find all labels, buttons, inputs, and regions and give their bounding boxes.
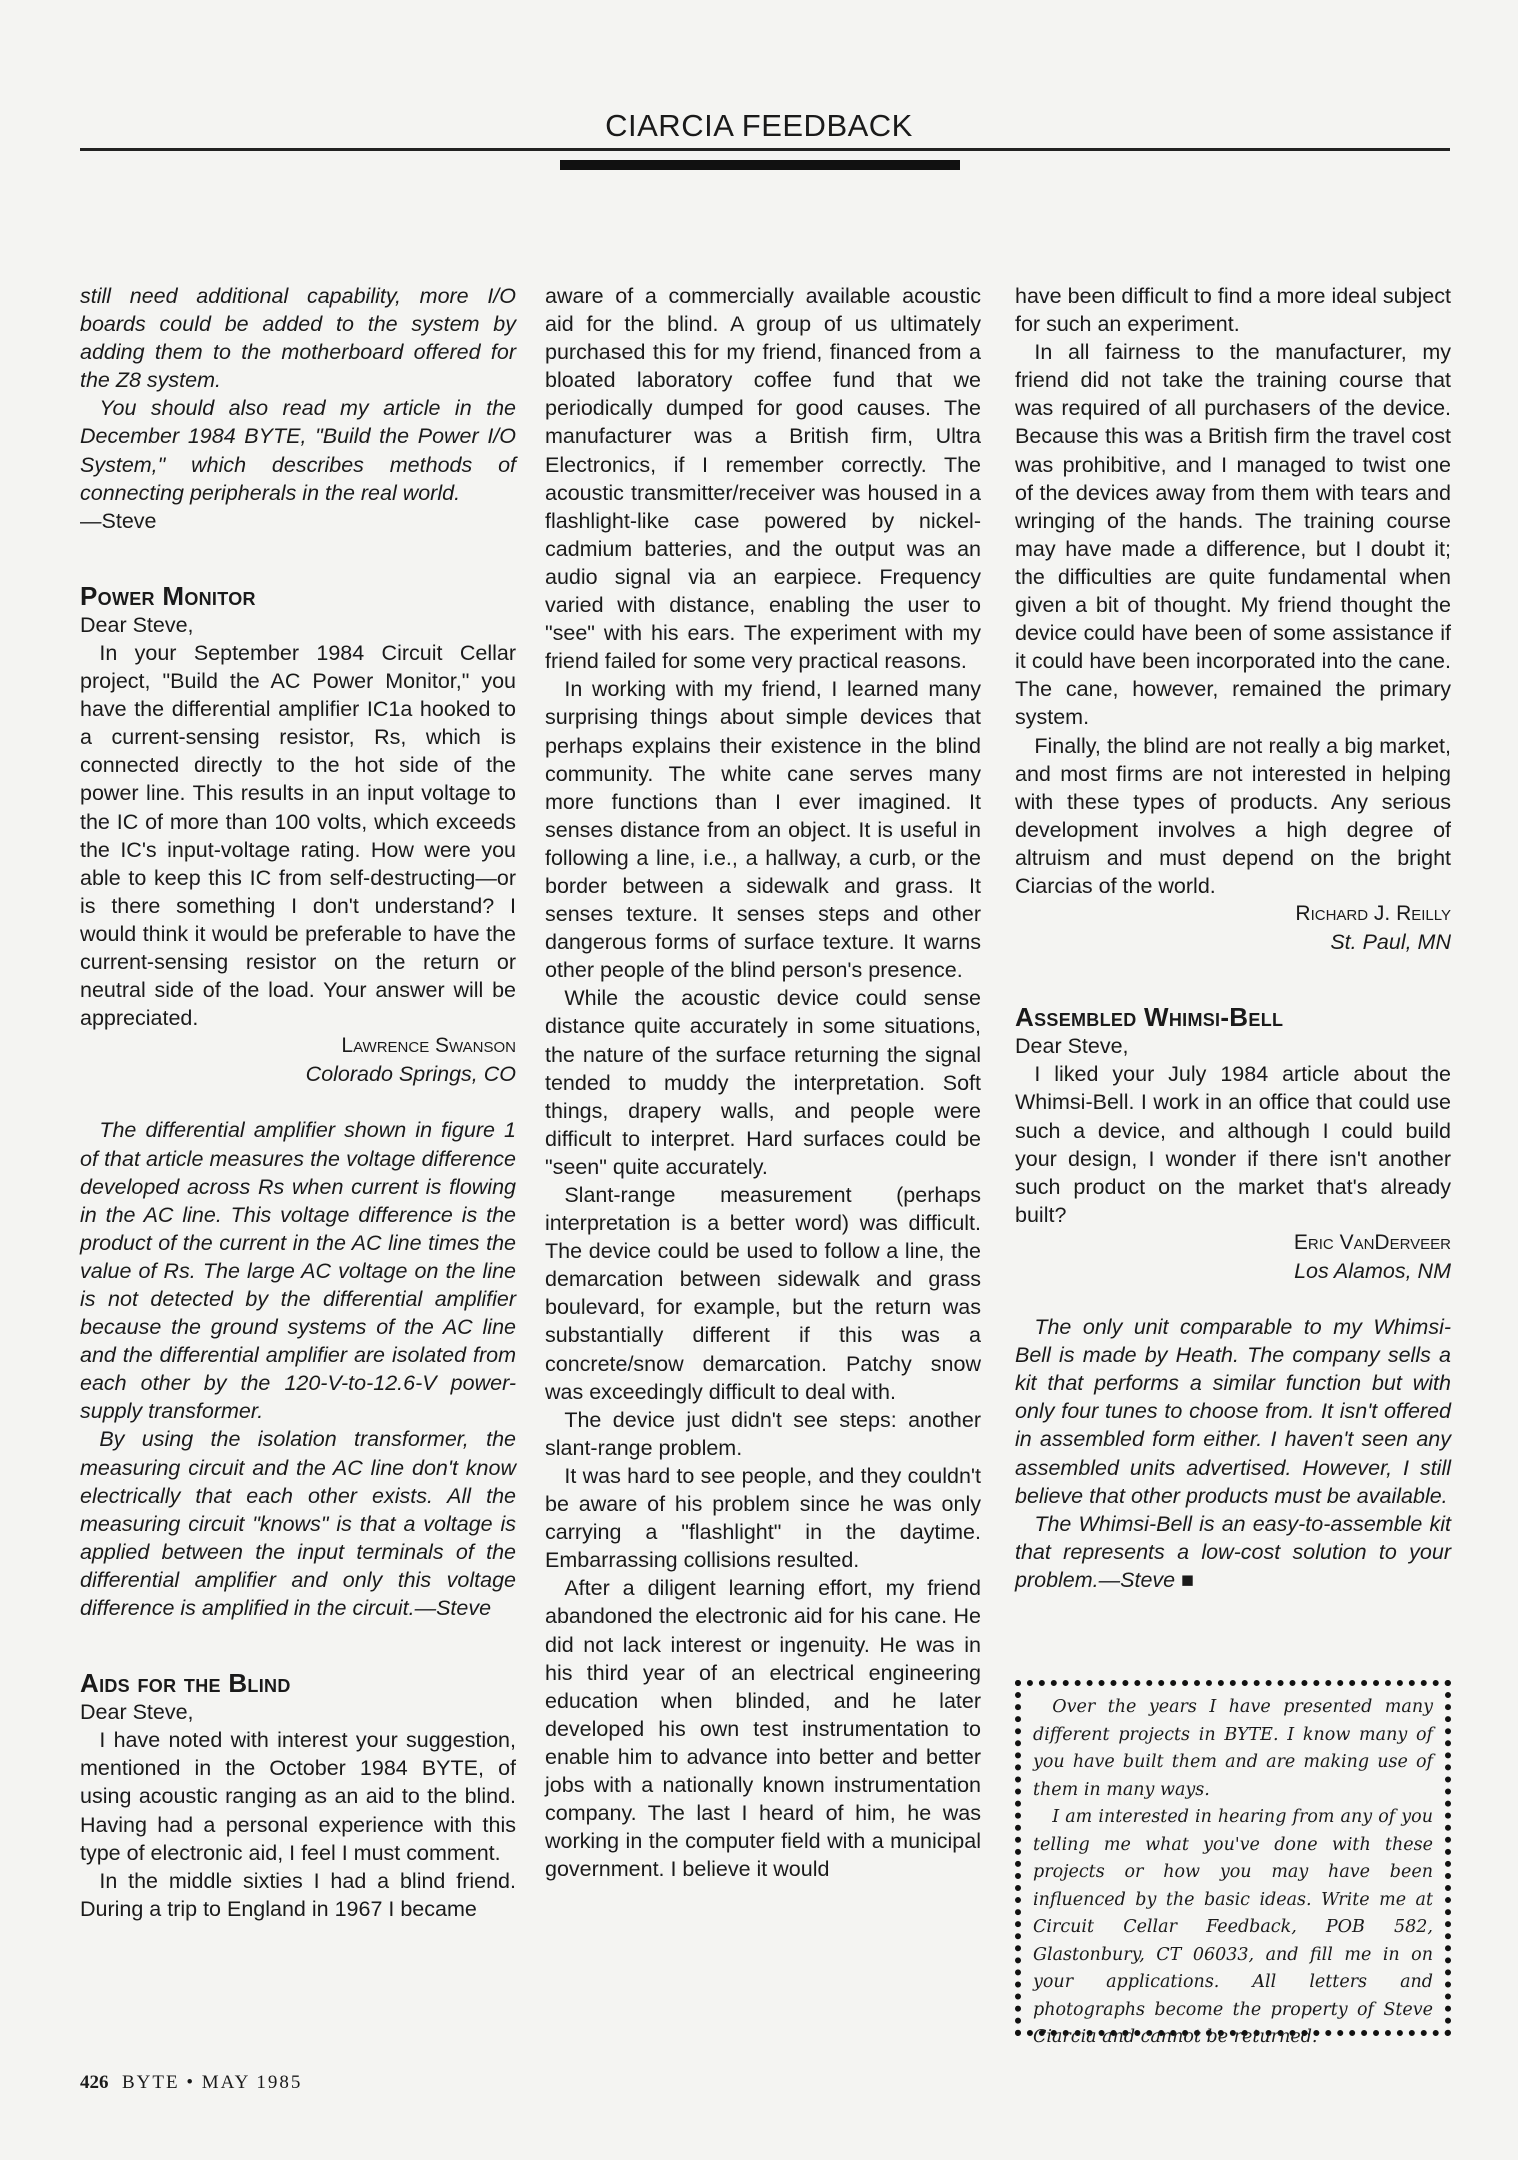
letter-body: In the middle sixties I had a blind friend. During a trip to England in 1967 I became (80, 1868, 516, 1921)
letter-location: St. Paul, MN (1330, 930, 1451, 955)
heading-assembled-whimsi-bell: Assembled Whimsi-Bell (1015, 1002, 1284, 1033)
column-3 (1015, 282, 1451, 1594)
header-bar (560, 160, 960, 170)
letter-author: Lawrence Swanson (341, 1034, 516, 1058)
box-paragraph: I am interested in hearing from any of you telling me what you've done with these projects or how you may have been influenced by the basic ideas. Write me at Circuit Cellar Feedback, POB 582, Glastonbury, CT 06033, and fill me in on your applications. All letters and photographs become the property of Steve Ciarcia and cannot be returned. (1033, 1807, 1433, 2047)
letter-location: Los Alamos, NM (1294, 1259, 1451, 1283)
heading-power-monitor: Power Monitor (80, 580, 256, 611)
feedback-info-box (1015, 1680, 1451, 2047)
reply: By using the isolation transformer, the measuring circuit and the AC line don't know electrically that each other exists. All the measuring circuit "knows" is that a voltage is applied between the input terminals of the differential amplifier and only this voltage difference is amplified in the circuit.—Steve (80, 1427, 516, 1621)
paragraph: Slant-range measurement (perhaps interpretation is a better word) was difficult. The device could be used to follow a line, the demarcation between sidewalk and grass boulevard, for example, but the return was substantially different if this was a concrete/snow demarcation. Patchy snow was exceedingly difficult to deal with. (545, 1183, 981, 1404)
reply: The differential amplifier shown in figure 1 of that article measures the voltage difference developed across Rs when current is flowing in the AC line. This voltage difference is the product of the current in the AC line times the value of Rs. The large AC voltage on the line is not detected by the differential amplifier because the ground systems of the AC line and the differential amplifier are isolated from each other by the 120-V-to-12.6-V power-supply transformer. (80, 1118, 516, 1424)
letter-body: I have noted with interest your suggestion, mentioned in the October 1984 BYTE, of using acoustic ranging as an aid to the blind. Having had a personal experience with this type of electronic aid, I feel I must comment. (80, 1728, 516, 1865)
page-number: 426 (80, 2072, 109, 2093)
paragraph: While the acoustic device could sense distance quite accurately in some situations, the nature of the surface returning the signal tended to muddy the interpretation. Soft things, drapery walls, and people were difficult to interpret. Hard surfaces could be "seen" quite accurately. (545, 986, 981, 1179)
column-2 (545, 282, 981, 1883)
paragraph: still need additional capability, more I/O boards could be added to the system by adding them to the motherboard offered for the Z8 system. (80, 284, 516, 393)
paragraph: aware of a commercially available acoustic aid for the blind. A group of us ultimately purchased this for my friend, financed from a bloated laboratory coffee fund that we periodically dumped for good causes. The manufacturer was a British firm, Ultra Electronics, if I remember correctly. The acoustic transmitter/receiver was housed in a flashlight-like case powered by nickel-cadmium batteries, and the output was an audio signal via an earpiece. Frequency varied with distance, enabling the user to "see" with his ears. The experiment with my friend failed for some very practical reasons. (545, 284, 981, 674)
header-rule (80, 148, 1450, 151)
salutation: Dear Steve, (1015, 1034, 1129, 1059)
paragraph: You should also read my article in the December 1984 BYTE, "Build the Power I/O System," which describes methods of connecting peripherals in the real world. (80, 396, 516, 505)
reply: The Whimsi-Bell is an easy-to-assemble kit that represents a low-cost solution to your problem.—Steve ■ (1015, 1511, 1451, 1592)
letter-author: Richard J. Reilly (1295, 902, 1451, 926)
column-1 (80, 282, 516, 1923)
letter-body: I liked your July 1984 article about the Whimsi-Bell. I work in an office that could use such a device, and although I could build your design, I wonder if there isn't another such product on the market that's already built? (1015, 1062, 1451, 1227)
reply: The only unit comparable to my Whimsi-Bell is made by Heath. The company sells a kit that performs a similar function but with only four tunes to choose from. It isn't offered in assembled form either. I haven't seen any assembled units advertised. However, I still believe that other products must be available. (1015, 1315, 1451, 1508)
letter-author: Eric VanDerveer (1293, 1230, 1451, 1254)
salutation: Dear Steve, (80, 1700, 194, 1725)
paragraph: In working with my friend, I learned many surprising things about simple devices that perhaps explains their existence in the blind community. The white cane serves many more functions than I ever imagined. It senses distance from an object. It is useful in following a line, i.e., a hallway, a curb, or the border between a sidewalk and grass. It senses texture. It senses steps and other dangerous forms of surface texture. It warns other people of the blind person's presence. (545, 677, 981, 983)
salutation: Dear Steve, (80, 612, 194, 637)
page-footer (80, 2072, 302, 2094)
letter-location: Colorado Springs, CO (305, 1062, 516, 1087)
paragraph: After a diligent learning effort, my friend abandoned the electronic aid for his cane. He did not lack interest or ingenuity. He was in his third year of an electrical engineering education when blinded, and he later developed his own test instrumentation to enable him to advance into better and better jobs with a nationally known instrumentation company. The last I heard of him, he was working in the computer field with a municipal government. I believe it would (545, 1576, 981, 1882)
paragraph: The device just didn't see steps: another slant-range problem. (545, 1407, 981, 1460)
paragraph: It was hard to see people, and they couldn't be aware of his problem since he was only carrying a "flashlight" in the daytime. Embarrassing collisions resulted. (545, 1463, 981, 1573)
paragraph: have been difficult to find a more ideal subject for such an experiment. (1015, 284, 1451, 337)
section-title: CIARCIA FEEDBACK (605, 108, 913, 143)
paragraph: In all fairness to the manufacturer, my friend did not take the training course that was required of all purchasers of the device. Because this was a British firm the travel cost was prohibitive, and I managed to twist one of the devices away from them with tears and wringing of the hands. The training course may have made a difference, but I doubt it; the difficulties are quite fundamental when given a bit of thought. My friend thought the device could have been of some assistance if it could have been incorporated into the cane. The cane, however, remained the primary system. (1015, 340, 1451, 730)
box-paragraph: Over the years I have presented many different projects in BYTE. I know many of you have built them and are making use of them in many ways. (1033, 1697, 1433, 1800)
signature: —Steve (80, 508, 157, 533)
paragraph: Finally, the blind are not really a big market, and most firms are not interested in helping with these types of products. Any serious development involves a high degree of altruism and must depend on the bright Ciarcias of the world. (1015, 733, 1451, 898)
letter-body: In your September 1984 Circuit Cellar project, "Build the AC Power Monitor," you have the differential amplifier IC1a hooked to a current-sensing resistor, Rs, which is connected directly to the hot side of the power line. This results in an input voltage to the IC of more than 100 volts, which exceeds the IC's input-voltage rating. How were you able to keep this IC from self-destructing—or is there something I don't understand? I would think it would be preferable to have the current-sensing resistor on the return or neutral side of the load. Your answer will be appreciated. (80, 640, 516, 1031)
heading-aids-for-the-blind: Aids for the Blind (80, 1668, 291, 1699)
magazine-issue: BYTE • MAY 1985 (122, 2072, 303, 2093)
